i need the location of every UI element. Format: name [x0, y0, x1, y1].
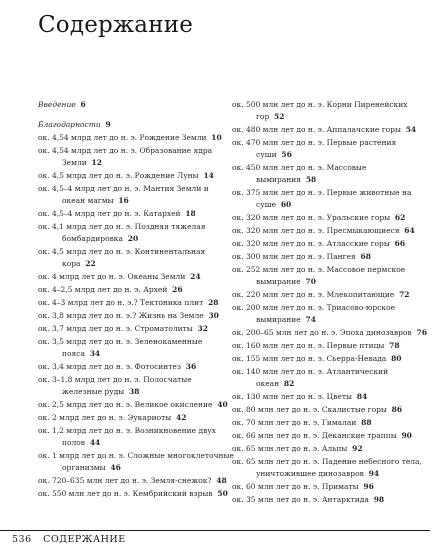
toc-entry-label: ок. 1 млрд лет до н. э. Сложные многоклеточные организмы [38, 451, 234, 472]
toc-entry-page: 9 [105, 120, 111, 129]
toc-entry-label: ок. 2 млрд лет до н. э. Эукариоты [38, 413, 172, 422]
toc-entry-page: 92 [352, 444, 363, 453]
toc-entry[interactable] [38, 99, 234, 111]
toc-entry[interactable] [38, 145, 234, 169]
toc-entry[interactable] [232, 391, 428, 403]
toc-entry-label: ок. 4,5 млрд лет до н. э. Континентальная кора [38, 247, 206, 268]
toc-gap [38, 112, 234, 119]
toc-entry-label: ок. 140 млн лет до н. э. Атлантический океан [232, 367, 389, 388]
toc-entry-label: ок. 4,5–4 млрд лет до н. э. Мантия Земли и океан магмы [38, 184, 209, 205]
toc-entry-label: ок. 3–1,8 млрд лет до н. э. Полосчатые железные руды [38, 375, 192, 396]
toc-entry-page: 24 [190, 272, 201, 281]
toc-entry-page: 18 [185, 209, 196, 218]
toc-entry-page: 42 [176, 413, 187, 422]
toc-entry-page: 62 [394, 213, 406, 222]
page-title: Содержание [38, 12, 194, 38]
toc-entry-page: 10 [211, 133, 222, 142]
toc-entry-page: 58 [305, 175, 317, 184]
toc-entry-page: 96 [363, 482, 374, 491]
toc-entry[interactable] [232, 302, 428, 326]
toc-entry[interactable] [38, 284, 234, 296]
toc-entry-label: ок. 3,7 млрд лет до н. э. Строматолиты [38, 324, 193, 333]
toc-entry[interactable] [232, 417, 428, 429]
toc-entry-label: ок. 4 млрд лет до н. э. Океаны Земли [38, 272, 186, 281]
toc-entry[interactable] [232, 238, 428, 250]
toc-entry[interactable] [232, 187, 428, 211]
toc-entry[interactable] [232, 251, 428, 263]
toc-entry-label: ок. 66 млн лет до н. э. Деканские траппы [232, 431, 397, 440]
footer-page-number: 536 [12, 534, 32, 545]
toc-entry[interactable] [232, 443, 428, 455]
toc-entry[interactable] [232, 340, 428, 352]
toc-entry-label: Благодарности [38, 120, 101, 129]
toc-entry-label: ок. 320 млн лет до н. э. Уральские горы [232, 213, 391, 222]
toc-entry[interactable] [38, 374, 234, 398]
toc-entry[interactable] [232, 366, 428, 390]
toc-entry-label: ок. 4–3 млрд лет до н. э.? Тектоника плит [38, 298, 204, 307]
toc-entry-label: ок. 2,5 млрд лет до н. э. Великое окисление [38, 400, 213, 409]
toc-entry[interactable] [38, 208, 234, 220]
toc-entry[interactable] [38, 119, 234, 131]
toc-entry-page: 88 [361, 418, 372, 427]
toc-entry-label: ок. 320 млн лет до н. э. Пресмыкающиеся [232, 226, 400, 235]
toc-entry[interactable] [38, 271, 234, 283]
toc-entry-page: 74 [305, 315, 316, 324]
footer-section-title: СОДЕРЖАНИЕ [43, 534, 126, 545]
toc-entry-label: ок. 4,54 млрд лет до н. э. Образование ядра Земли [38, 146, 213, 167]
toc-entry-page: 98 [373, 495, 385, 504]
toc-entry-page: 94 [368, 469, 380, 478]
toc-entry[interactable] [232, 264, 428, 288]
toc-entry-page: 70 [305, 277, 316, 286]
toc-entry[interactable] [38, 412, 234, 424]
toc-entry[interactable] [38, 310, 234, 322]
toc-entry-label: ок. 80 млн лет до н. э. Скалистые горы [232, 405, 387, 414]
toc-entry-label: ок. 4,54 млрд лет до н. э. Рождение Земли [38, 133, 207, 142]
toc-entry-label: ок. 550 млн лет до н. э. Кембрийский взрыв [38, 489, 213, 498]
toc-entry-page: 6 [80, 100, 86, 109]
toc-entry-label: ок. 70 млн лет до н. э. Гималаи [232, 418, 357, 427]
toc-entry-page: 80 [391, 354, 402, 363]
toc-entry-label: ок. 65 млн лет до н. э. Альпы [232, 444, 348, 453]
toc-entry[interactable] [232, 353, 428, 365]
toc-entry-label: ок. 220 млн лет до н. э. Млекопитающие [232, 290, 395, 299]
toc-entry-page: 46 [110, 463, 121, 472]
toc-entry[interactable] [38, 488, 234, 500]
toc-entry[interactable] [38, 399, 234, 411]
toc-entry-label: ок. 300 млн лет до н. э. Пангея [232, 252, 356, 261]
toc-entry-page: 82 [283, 379, 295, 388]
toc-entry[interactable] [232, 327, 428, 339]
toc-entry[interactable] [232, 481, 428, 493]
toc-entry[interactable] [232, 404, 428, 416]
toc-entry-page: 76 [416, 328, 427, 337]
toc-entry-label: ок. 60 млн лет до н. э. Приматы [232, 482, 359, 491]
toc-entry-label: ок. 720–635 млн лет до н. э. Земля-снежок? [38, 476, 212, 485]
toc-entry[interactable] [38, 297, 234, 309]
toc-entry-label: ок. 4,1 млрд лет до н. э. Поздняя тяжелая бомбардировка [38, 222, 206, 243]
toc-entry-label: ок. 3,4 млрд лет до н. э. Фотосинтез [38, 362, 181, 371]
toc-entry-page: 36 [185, 362, 197, 371]
toc-entry-page: 56 [281, 150, 292, 159]
toc-entry[interactable] [232, 456, 428, 480]
toc-entry-label: ок. 200 млн лет до н. э. Триасово-юрское вымирание [232, 303, 396, 324]
toc-entry-page: 72 [399, 290, 410, 299]
toc-entry[interactable] [38, 425, 234, 449]
toc-entry[interactable] [38, 361, 234, 373]
toc-entry-label: ок. 3,8 млрд лет до н. э.? Жизнь на Земле [38, 311, 204, 320]
toc-entry-page: 48 [216, 476, 227, 485]
toc-entry-label: ок. 480 млн лет до н. э. Аппалачские горы [232, 125, 401, 134]
page-footer [12, 534, 126, 545]
toc-entry-label: ок. 130 млн лет до н. э. Цветы [232, 392, 352, 401]
toc-entry-page: 66 [394, 239, 406, 248]
toc-entry-label: ок. 1,2 млрд лет до н. э. Возникновение двух полов [38, 426, 216, 447]
toc-entry[interactable] [232, 212, 428, 224]
toc-entry-page: 16 [118, 196, 129, 205]
toc-entry[interactable] [38, 450, 234, 474]
toc-entry-page: 30 [208, 311, 219, 320]
toc-entry-page: 78 [389, 341, 400, 350]
toc-entry-label: ок. 252 млн лет до н. э. Массовое пермское вымирание [232, 265, 406, 286]
toc-entry-page: 52 [274, 112, 285, 121]
toc-entry[interactable] [38, 475, 234, 487]
toc-entry-page: 38 [129, 387, 140, 396]
toc-entry[interactable] [38, 323, 234, 335]
toc-left-column [38, 99, 234, 501]
toc-entry-label: ок. 4,5–4 млрд лет до н. э. Катархей [38, 209, 181, 218]
toc-entry-page: 32 [197, 324, 208, 333]
toc-entry[interactable] [38, 183, 234, 207]
toc-entry-label: ок. 375 млн лет до н. э. Первые животные на суше [232, 188, 412, 209]
toc-entry-page: 28 [208, 298, 219, 307]
toc-entry-page: 90 [401, 431, 412, 440]
toc-entry-page: 26 [172, 285, 183, 294]
toc-entry-label: Введение [38, 100, 76, 109]
toc-entry-page: 86 [391, 405, 403, 414]
toc-entry[interactable] [232, 99, 428, 123]
toc-entry-page: 84 [356, 392, 368, 401]
toc-entry[interactable] [38, 246, 234, 270]
footer-rule [0, 530, 430, 531]
toc-entry-label: ок. 500 млн лет до н. э. Корни Пиренейских гор [232, 100, 408, 121]
toc-entry-page: 20 [127, 234, 139, 243]
toc-entry-page: 14 [203, 171, 214, 180]
toc-entry-label: ок. 155 млн лет до н. э. Сьерра-Невада [232, 354, 387, 363]
toc-entry-label: ок. 35 млн лет до н. э. Антарктида [232, 495, 369, 504]
toc-right-column [232, 99, 428, 507]
toc-entry-label: ок. 160 млн лет до н. э. Первые птицы [232, 341, 385, 350]
toc-entry[interactable] [38, 170, 234, 182]
toc-entry-page: 22 [85, 259, 96, 268]
toc-entry-page: 60 [280, 200, 292, 209]
toc-entry-label: ок. 450 млн лет до н. э. Массовые вымирания [232, 163, 367, 184]
toc-entry[interactable] [232, 137, 428, 161]
toc-entry-label: ок. 3,5 млрд лет до н. э. Зеленокаменные пояса [38, 337, 203, 358]
toc-entry[interactable] [232, 430, 428, 442]
toc-entry-label: ок. 65 млн лет до н. э. Падение небесного тела, уничтожившее динозавров [232, 457, 422, 478]
toc-entry-page: 50 [217, 489, 228, 498]
toc-entry[interactable] [38, 336, 234, 360]
toc-entry-page: 64 [404, 226, 415, 235]
toc-entry-label: ок. 4,5 млрд лет до н. э. Рождение Луны [38, 171, 199, 180]
toc-entry[interactable] [232, 225, 428, 237]
toc-entry-label: ок. 470 млн лет до н. э. Первые растения суши [232, 138, 397, 159]
toc-entry-page: 68 [360, 252, 371, 261]
toc-entry-page: 44 [89, 438, 101, 447]
toc-entry[interactable] [38, 132, 234, 144]
toc-entry-page: 34 [89, 349, 101, 358]
toc-entry-label: ок. 200–65 млн лет до н. э. Эпоха динозавров [232, 328, 412, 337]
toc-entry-label: ок. 320 млн лет до н. э. Атласские горы [232, 239, 390, 248]
toc-entry-page: 40 [217, 400, 228, 409]
toc-entry[interactable] [232, 289, 428, 301]
toc-entry[interactable] [232, 162, 428, 186]
toc-entry[interactable] [232, 494, 428, 506]
toc-entry-label: ок. 4–2,5 млрд лет до н. э. Архей [38, 285, 168, 294]
toc-entry-page: 54 [405, 125, 417, 134]
toc-entry-page: 12 [91, 158, 102, 167]
toc-entry[interactable] [232, 124, 428, 136]
toc-entry[interactable] [38, 221, 234, 245]
